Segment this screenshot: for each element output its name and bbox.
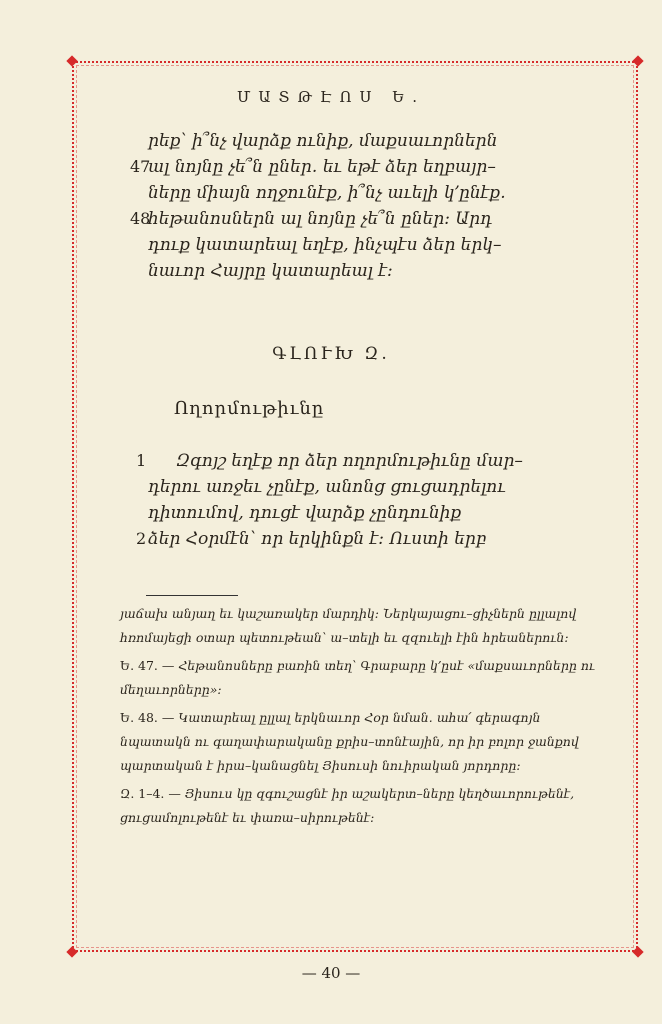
verse-line [96, 474, 596, 500]
footnote-divider [146, 595, 238, 596]
verse-line [96, 128, 596, 154]
verse-text: դիտումով, դուցէ վարձք չընդունիք [148, 503, 462, 523]
verse-number: 2 [136, 529, 147, 548]
footnotes [120, 602, 596, 834]
footnote [120, 782, 596, 830]
verse-line [96, 500, 596, 526]
verse-text: նաւոր Հայրը կատարեալ է։ [148, 261, 393, 281]
verse-number: 1 [136, 451, 147, 470]
verse-line [96, 180, 596, 206]
verses-chapter [96, 448, 596, 552]
verse-text: դուք կատարեալ եղէք, ինչպէս ձեր երկ– [148, 235, 502, 255]
verse-text: ները միայն ողջունէք, ի՞նչ աւելի կ՚ընէք․ [148, 183, 506, 203]
footnote-reference: Ե. 48. [120, 710, 158, 725]
verse-text: հեթանոսներն ալ նոյնը չե՞ն ըներ։ Արդ [148, 209, 492, 229]
verse-line [96, 258, 596, 284]
verse-line [96, 154, 596, 180]
footnote-reference: Զ. 1–4. [120, 786, 165, 801]
verse-text: Զգոյշ եղէք որ ձեր ողորմութիւնը մար– [176, 451, 523, 471]
verse-number: 48 [130, 209, 151, 228]
footnote-reference: Ե. 47. [120, 658, 158, 673]
footnote-continuation: յաճախ անյաղ եւ կաշառակեր մարդիկ։ Ներկայացու–ցիչներն ըլլալով հռոմայեցի օտար պետութեան՝ ա–տելի եւ զզուելի էին հրեաներուն։ [120, 606, 577, 645]
verse-number: 47 [130, 157, 151, 176]
verse-line [96, 206, 596, 232]
footnote [120, 654, 596, 702]
section-title: Ողորմութիւնը [174, 398, 325, 419]
verse-line [96, 448, 596, 474]
footnote [120, 706, 596, 778]
footnote-text: — Յիսուս կը զգուշացնէ իր աշակերտ–ները կեղծաւորութենէ, ցուցամոլութենէ եւ փառա–սիրութենէ։ [120, 786, 575, 825]
verse-text: ձեր Հօրմէն՝ որ երկինքն է։ Ուստի երբ [148, 529, 487, 549]
footnote-text: — Կատարեալ ըլլալ երկնաւոր Հօր նման․ ահա՛ գերագոյն նպատակն ու գաղափարականը քրիս–տոնէային, որ իր բոլոր ջանքով պարտական է իրա–կանացնել Յիսուսի նուիրական յորդորը։ [120, 710, 579, 773]
chapter-title: ԳԼՈՒԽ Զ. [272, 344, 390, 364]
footnote-text: — Հեթանոսները բառին տեղ՝ Գրաբարը կ՚ըսէ «մաքսաւորները ու մեղաւորները»։ [120, 658, 595, 697]
page-number: — 40 — [301, 964, 361, 982]
verses-top [96, 128, 596, 284]
verse-text: դերու առջեւ չընէք, անոնց ցուցադրելու [148, 477, 506, 497]
verse-text: րեք՝ ի՞նչ վարձք ունիք, մաքսաւորներն [148, 131, 498, 151]
verse-text: ալ նոյնը չե՞ն ըներ․ եւ եթէ ձեր եղբայր– [148, 157, 496, 177]
verse-line [96, 526, 596, 552]
verse-line [96, 232, 596, 258]
running-header: ՄԱՏԹԷՈՍ Ե. [236, 88, 426, 106]
